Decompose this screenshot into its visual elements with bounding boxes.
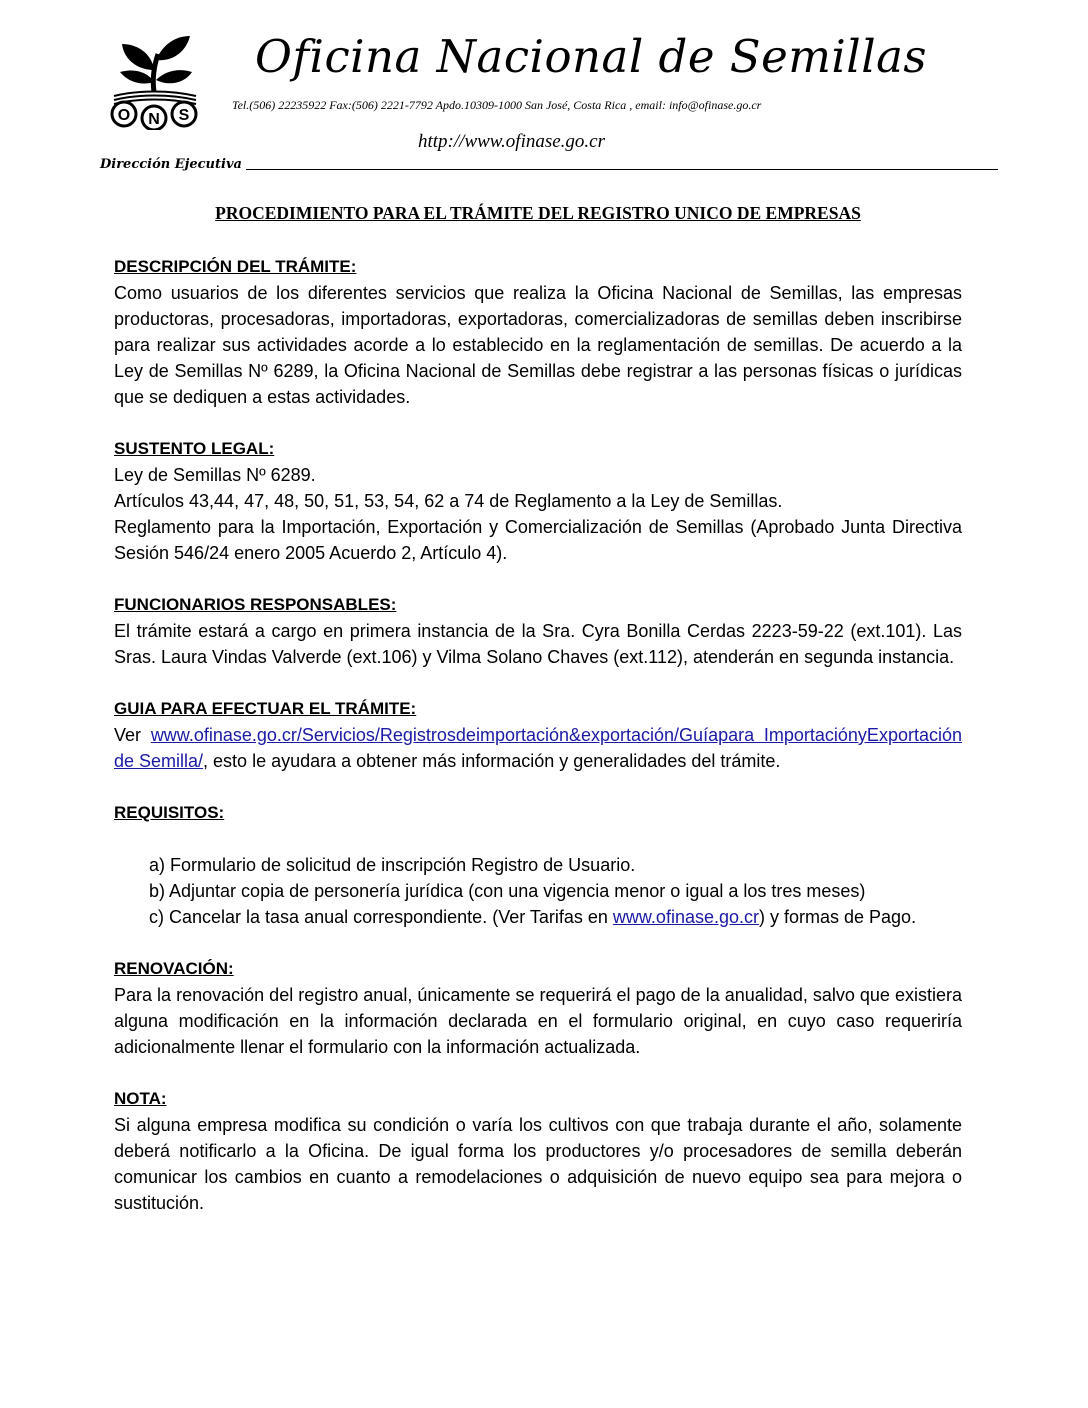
section-heading: NOTA: bbox=[114, 1089, 167, 1108]
section-heading: REQUISITOS: bbox=[114, 803, 225, 822]
section-renovacion bbox=[114, 956, 962, 1060]
section-heading: RENOVACIÓN: bbox=[114, 959, 234, 978]
section-requisitos bbox=[114, 800, 962, 930]
requirements-list bbox=[114, 852, 962, 930]
legal-line: Reglamento para la Importación, Exportación y Comercialización de Semillas (Aprobado Junta Directiva Sesión 546/24 enero 2005 Acuerdo 2, Artículo 4). bbox=[114, 517, 962, 563]
section-text: El trámite estará a cargo en primera instancia de la Sra. Cyra Bonilla Cerdas 2223-59-22 (ext.101). Las Sras. Laura Vindas Valverde (ext.106) y Vilma Solano Chaves (ext.112), atenderán en segunda instancia. bbox=[114, 621, 962, 667]
section-heading: DESCRIPCIÓN DEL TRÁMITE: bbox=[114, 257, 357, 276]
section-sustento-legal bbox=[114, 436, 962, 566]
section-nota bbox=[114, 1086, 962, 1216]
section-funcionarios bbox=[114, 592, 962, 670]
section-guia bbox=[114, 696, 962, 774]
tariffs-link[interactable]: www.ofinase.go.cr bbox=[612, 907, 759, 927]
organization-name: Oficina Nacional de Semillas bbox=[255, 30, 928, 83]
requirement-item: a) Formulario de solicitud de inscripción Registro de Usuario. bbox=[149, 855, 636, 875]
section-heading: FUNCIONARIOS RESPONSABLES: bbox=[114, 595, 397, 614]
requirement-prefix: c) Cancelar la tasa anual correspondiente. (Ver Tarifas en bbox=[149, 907, 613, 927]
legal-line: Ley de Semillas Nº 6289. bbox=[114, 465, 316, 485]
requirement-suffix: ) y formas de Pago. bbox=[759, 907, 917, 927]
header-divider bbox=[246, 169, 998, 170]
section-text: Para la renovación del registro anual, únicamente se requerirá el pago de la anualidad, salvo que existiera alguna modificación en la información declarada en el formulario original, en cuyo caso requeriría adicionalmente llenar el formulario con la información actualizada. bbox=[114, 985, 962, 1057]
guide-prefix: Ver bbox=[114, 725, 151, 745]
department-name: Dirección Ejecutiva bbox=[100, 157, 242, 172]
section-heading: GUIA PARA EFECTUAR EL TRÁMITE: bbox=[114, 699, 417, 718]
ons-logo bbox=[108, 30, 200, 130]
website-url[interactable]: http://www.ofinase.go.cr bbox=[418, 131, 606, 152]
contact-info: Tel.(506) 22235922 Fax:(506) 2221-7792 Apdo.10309-1000 San José, Costa Rica , email: info@ofinase.go.cr bbox=[232, 98, 762, 112]
requirement-item bbox=[149, 904, 962, 930]
guide-text bbox=[114, 722, 962, 774]
svg-text:S: S bbox=[178, 107, 190, 124]
section-descripcion bbox=[114, 254, 962, 410]
section-text: Como usuarios de los diferentes servicios que realiza la Oficina Nacional de Semillas, las empresas productoras, procesadoras, importadoras, exportadoras, comercializadoras de semillas deben inscribirse para realizar sus actividades acorde a lo establecido en la reglamentación de semillas. De acuerdo a la Ley de Semillas Nº 6289, la Oficina Nacional de Semillas debe registrar a las personas físicas o jurídicas que se dediquen a estas actividades. bbox=[114, 283, 962, 407]
guide-suffix: , esto le ayudara a obtener más información y generalidades del trámite. bbox=[203, 751, 781, 771]
legal-line: Artículos 43,44, 47, 48, 50, 51, 53, 54, 62 a 74 de Reglamento a la Ley de Semillas. bbox=[114, 491, 783, 511]
svg-text:N: N bbox=[148, 111, 160, 128]
letterhead bbox=[0, 0, 1088, 190]
section-heading: SUSTENTO LEGAL: bbox=[114, 439, 275, 458]
svg-text:O: O bbox=[117, 107, 131, 124]
guide-link[interactable]: www.ofinase.go.cr/Servicios/Registrosdeimportación&exportación/Guíapara ImportaciónyExportación de Semilla/ bbox=[114, 725, 962, 771]
document-body bbox=[114, 200, 962, 1242]
document-title: PROCEDIMIENTO PARA EL TRÁMITE DEL REGISTRO UNICO DE EMPRESAS bbox=[215, 203, 861, 223]
requirement-item: b) Adjuntar copia de personería jurídica (con una vigencia menor o igual a los tres meses) bbox=[149, 881, 866, 901]
section-text: Si alguna empresa modifica su condición o varía los cultivos con que trabaja durante el año, solamente deberá notificarlo a la Oficina. De igual forma los productores y/o procesadores de semilla deberán comunicar los cambios en cuanto a remodelaciones o adquisición de nuevo equipo sea para mejora o sustitución. bbox=[114, 1115, 962, 1213]
